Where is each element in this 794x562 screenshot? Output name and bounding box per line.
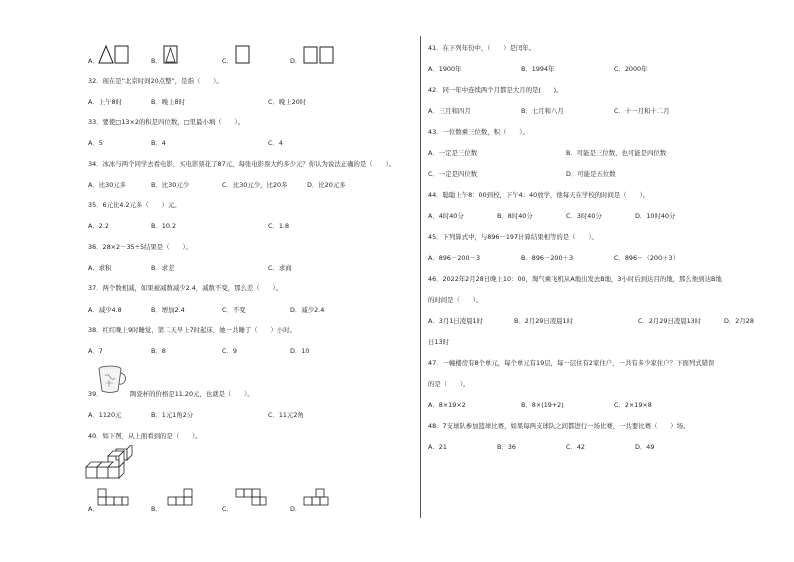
q44-option-b: B．8时40分 [497, 212, 533, 220]
q42-option-b: B．七月和八月 [521, 107, 564, 115]
q46-stem: 46．2022年2月28日晚上10：00，淘气乘飞机从A地出发去B地，3小时后到达目的地，那么他到达B地 [428, 275, 722, 283]
q48-stem: 48．7支球队参加篮球比赛，如果每两支球队之间都进行一场比赛，一共要比赛（ ）场。 [428, 422, 690, 430]
q37-option-d: D．减少2.4 [290, 306, 325, 314]
q39-number: 39． [88, 390, 103, 398]
q48-option-b: B．36 [497, 443, 516, 451]
q41-option-b: B．1994年 [521, 65, 555, 73]
q32-stem: 32．现在是“北京时间20点整”，是指（ ）。 [88, 77, 223, 85]
q38-option-d: D．10 [290, 347, 310, 355]
q40-figure-d [302, 487, 336, 509]
q41-option-a: A．1900年 [428, 65, 462, 73]
q35-stem: 35．6元比4.2元多（ ）元。 [88, 201, 181, 209]
q40-figure-b [166, 487, 200, 509]
q36-option-c: C．求商 [268, 264, 292, 272]
q47-stem-cont: 的是（ ）。 [428, 380, 470, 388]
q33-option-c: C．4 [268, 139, 283, 147]
q35-option-c: C．1.8 [268, 222, 290, 230]
q40-stem: 40．如下图，从上面看到的是（ ）。 [88, 432, 202, 440]
q39-stem: 陶瓷杯的价格是11.20元，也就是（ ）。 [130, 390, 254, 398]
q40-option-d: D． [290, 505, 302, 513]
q37-stem: 37．两个数相减，如果被减数减少2.4，减数不变，那么差（ ）。 [88, 284, 283, 292]
q33-option-b: B．4 [151, 139, 166, 147]
q46-option-d-cont: 日13时 [428, 338, 449, 346]
q42-option-a: A．三月和四月 [428, 107, 471, 115]
q47-stem: 47．一幢楼房有8个单元，每个单元有19层，每一层住有2家住户，一共有多少家住户？下面列式错误 [428, 359, 715, 367]
q40-option-b: B． [151, 505, 162, 513]
q32-option-b: B．晚上8时 [151, 98, 186, 106]
q43-option-c: C．一定是四位数 [428, 170, 478, 178]
cube-stack-figure [84, 445, 134, 481]
q38-option-c: C．9 [222, 347, 237, 355]
q34-stem: 34．冰冰与两个同学去看电影，买电影票花了87元，每张电影票大约多少元？你认为说法正确的是（ ）。 [88, 160, 396, 168]
q45-option-b: B．896－200＋3 [521, 254, 574, 262]
q37-option-b: B．增加2.4 [151, 306, 185, 314]
q33-option-a: A．5 [88, 139, 103, 147]
q46-stem-cont: 的时间是（ ）。 [428, 296, 483, 304]
q43-option-d: D．可能是五位数 [566, 170, 616, 178]
q46-option-d: D．2月28 [724, 317, 754, 325]
q46-option-b: B．2月29日凌晨1时 [514, 317, 573, 325]
q40-option-c: C． [222, 505, 233, 513]
q48-option-d: D．49 [635, 443, 655, 451]
q42-option-c: C．十一月和十二月 [614, 107, 670, 115]
q35-option-b: B．10.2 [151, 222, 177, 230]
q38-option-a: A．7 [88, 347, 103, 355]
q37-option-a: A．减少4.8 [88, 306, 122, 314]
q45-option-c: C．896－（200＋3） [614, 254, 679, 262]
q34-option-b: B．比30元少 [151, 181, 190, 189]
q45-stem: 45．下列算式中，与896－197计算结果相等的是（ ）。 [428, 233, 598, 241]
q47-option-c: C．2×19×8 [614, 401, 652, 409]
q44-option-d: D．10时40分 [635, 212, 676, 220]
q38-stem: 38．红红晚上9时睡觉，第二天早上7时起床，她一共睡了（ ）小时。 [88, 326, 296, 334]
q31-option-a: A． [88, 57, 99, 65]
q43-option-a: A．一定是三位数 [428, 149, 478, 157]
q48-option-c: C．42 [566, 443, 585, 451]
q40-figure-c [234, 487, 268, 509]
q35-option-a: A．2.2 [88, 222, 109, 230]
column-divider [420, 36, 421, 518]
q32-option-a: A．上午8时 [88, 98, 122, 106]
q39-option-b: B．1元1角2分 [151, 411, 194, 419]
q40-option-a: A． [88, 505, 99, 513]
q47-option-b: B．8×(19+2) [521, 401, 564, 409]
q37-option-c: C．不变 [222, 306, 246, 314]
q38-option-b: B．8 [151, 347, 166, 355]
q31-figure-a [97, 44, 131, 64]
q44-option-a: A．4时40分 [428, 212, 464, 220]
q46-option-a: A．3月1日凌晨1时 [428, 317, 483, 325]
q47-option-a: A．8×19×2 [428, 401, 466, 409]
q31-figure-d [302, 44, 336, 64]
q31-figure-c [234, 44, 252, 64]
q36-option-b: B．求差 [151, 264, 175, 272]
q43-option-b: B．可能是三位数，也可能是四位数 [566, 149, 667, 157]
q41-option-c: C．2000年 [614, 65, 648, 73]
q31-option-c: C． [222, 57, 233, 65]
q44-option-c: C．3时40分 [566, 212, 602, 220]
q36-stem: 36．28×2－35÷5结果是（ ）。 [88, 243, 192, 251]
q31-figure-b [162, 44, 180, 64]
q31-option-d: D． [290, 57, 302, 65]
q34-option-c: C．比30元少，比20多 [222, 181, 288, 189]
q34-option-d: D．比20元多 [307, 181, 346, 189]
q41-stem: 41．在下列年份中，（ ）是闰年。 [428, 44, 536, 52]
q40-figure-a [96, 487, 130, 509]
q32-option-c: C．晚上20时 [268, 98, 307, 106]
q39-option-c: C．11元2角 [268, 411, 304, 419]
q33-stem: 33．要使□13×2的积是四位数，□里最小填（ ）。 [88, 118, 244, 126]
q34-option-a: A．比30元多 [88, 181, 127, 189]
q46-option-c: C．2月29日凌晨13时 [638, 317, 702, 325]
q43-stem: 43．一位数乘三位数，积（ ）。 [428, 128, 529, 136]
q45-option-a: A．896－200－3 [428, 254, 481, 262]
q39-option-a: A．1120元 [88, 411, 122, 419]
q31-option-b: B． [151, 57, 162, 65]
q44-stem: 44．聪聪上午8：00到校，下午4：40放学，他每天在学校的时间是（ ）。 [428, 191, 650, 199]
q36-option-a: A．求积 [88, 264, 112, 272]
q42-stem: 42．同一年中连续两个月都是大月的是( )。 [428, 86, 563, 94]
q48-option-a: A．21 [428, 443, 447, 451]
